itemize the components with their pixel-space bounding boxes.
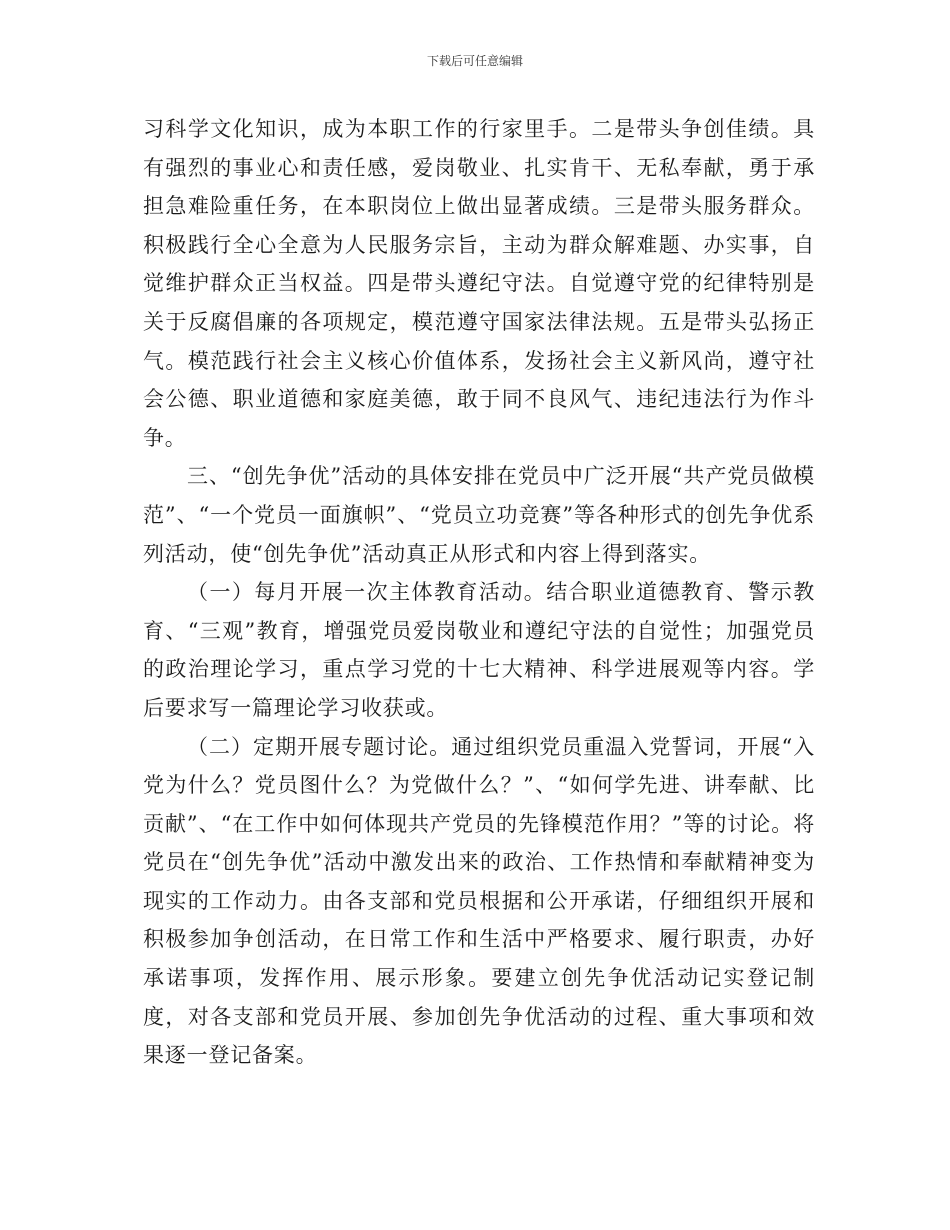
page-header: 下载后可任意编辑 — [426, 54, 523, 68]
paragraph-section-three: 三、“创先争优”活动的具体安排在党员中广泛开展“共产党员做模范”、“一个党员一面旗帜”、“党员立功竞赛”等各种形式的创先争优系列活动，使“创先争优”活动真正从形式和内容上得到落实。 — [143, 464, 815, 566]
paragraph-item-two: （二）定期开展专题讨论。通过组织党员重温入党誓词，开展“入党为什么？党员图什么？为党做什么？”、“如何学先进、讲奉献、比贡献”、“在工作中如何体现共产党员的先锋模范作用？”等的讨论。将党员在“创先争优”活动中激发出来的政治、工作热情和奉献精神变为现实的工作动力。由各支部和党员根据和公开承诺，仔细组织开展和积极参加争创活动，在日常工作和生活中严格要求、履行职责，办好承诺事项，发挥作用、展示形象。要建立创先争优活动记实登记制度，对各支部和党员开展、参加创先争优活动的过程、重大事项和效果逐一登记备案。 — [143, 734, 815, 1068]
document-body — [143, 110, 815, 1075]
paragraph-item-one: （一）每月开展一次主体教育活动。结合职业道德教育、警示教育、“三观”教育，增强党员爱岗敬业和遵纪守法的自觉性；加强党员的政治理论学习，重点学习党的十七大精神、科学进展观等内容。学后要求写一篇理论学习收获或。 — [143, 580, 815, 720]
paragraph-continuation: 习科学文化知识，成为本职工作的行家里手。二是带头争创佳绩。具有强烈的事业心和责任感，爱岗敬业、扎实肯干、无私奉献，勇于承担急难险重任务，在本职岗位上做出显著成绩。三是带头服务群众。积极践行全心全意为人民服务宗旨，主动为群众解难题、办实事，自觉维护群众正当权益。四是带头遵纪守法。自觉遵守党的纪律特别是关于反腐倡廉的各项规定，模范遵守国家法律法规。五是带头弘扬正气。模范践行社会主义核心价值体系，发扬社会主义新风尚，遵守社会公德、职业道德和家庭美德，敢于同不良风气、违纪违法行为作斗争。 — [143, 117, 815, 450]
